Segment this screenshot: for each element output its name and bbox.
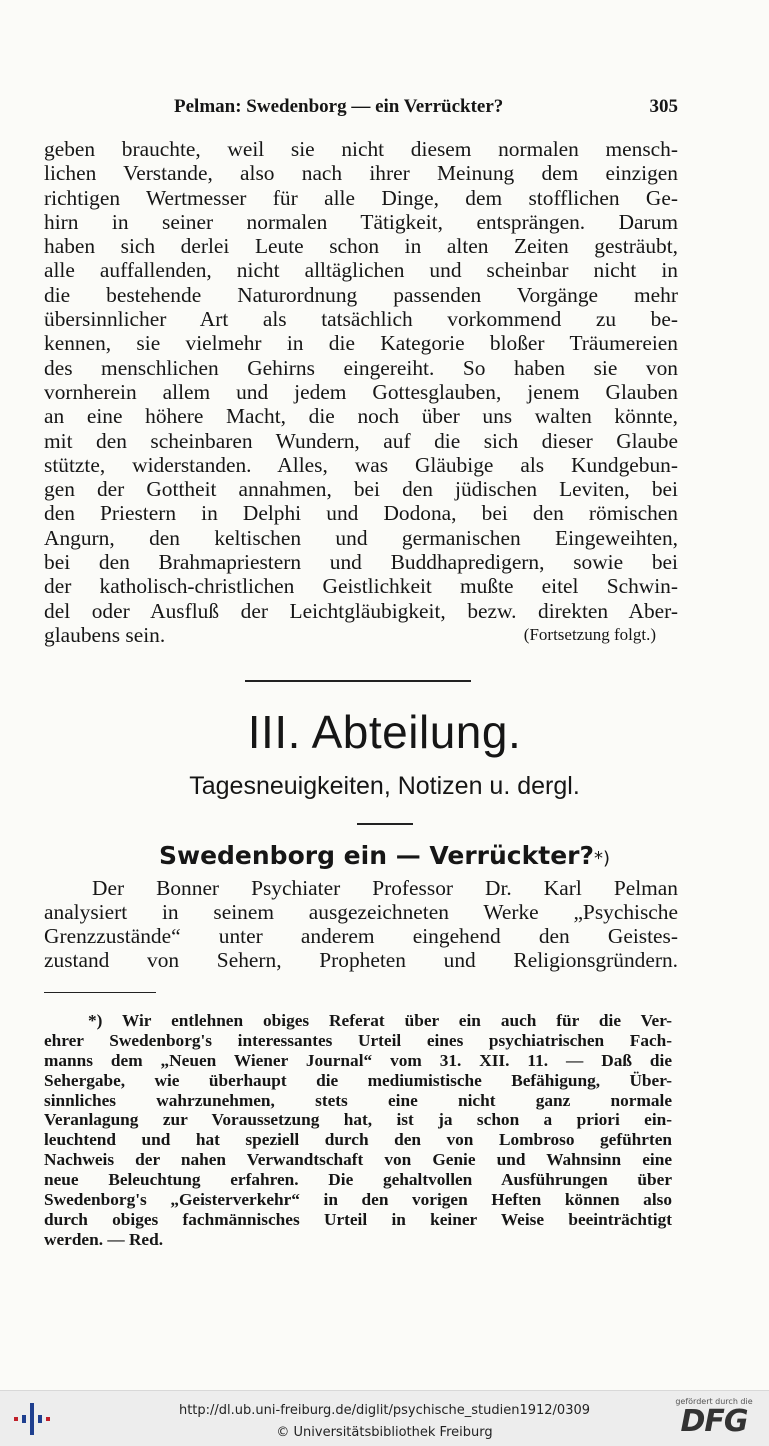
text-line: Angurn, den keltischen und germanischen Eingeweihten, [44,525,678,550]
text-line: bei den Brahmapriestern und Buddhapredigern, sowie bei [44,550,678,575]
text-line: der katholisch-christlichen Geistlichkeit mußte eitel Schwin- [44,574,678,599]
text-line: richtigen Wertmesser für alle Dinge, dem stofflichen Ge- [44,185,678,210]
text-line: analysiert in seinem ausgezeichneten Werke „Psychische [44,900,678,924]
running-header [44,96,678,124]
article-intro [44,876,678,972]
text-line: geben brauchte, weil sie nicht diesem normalen mensch- [44,137,678,161]
text-line: alle auffallenden, nicht alltäglichen und scheinbar nicht in [44,258,678,283]
text-line: zustand von Sehern, Propheten und Religionsgründern. [44,948,678,972]
text-line: haben sich derlei Leute schon in alten Zeiten gesträubt, [44,234,678,259]
text-line: Der Bonner Psychiater Professor Dr. Karl Pelman [92,876,678,900]
section-subtitle: Tagesneuigkeiten, Notizen u. dergl. [189,772,580,800]
text-line: den Priestern in Delphi und Dodona, bei den römischen [44,501,678,526]
text-line: del oder Ausfluß der Leichtgläubigkeit, bezw. direkten Aber- [44,598,678,623]
source-url-link[interactable]: http://dl.ub.uni-freiburg.de/diglit/psychische_studien1912/0309 [178,1403,591,1418]
page-number: 305 [649,96,678,117]
footnote [44,1011,672,1250]
text-line: des menschlichen Gehirns eingereiht. So haben sie von [44,355,678,380]
footnote-marker: *) [593,848,611,869]
footnote-line: Swedenborg's „Geisterverkehr“ in den vorigen Heften können also [44,1190,672,1210]
footnote-line: Nachweis der nahen Verwandtschaft von Genie und Wahnsinn eine [44,1150,672,1170]
text-line: vornherein allem und jedem Gottesglauben, jenem Glauben [44,379,678,404]
footnote-line: *) Wir entlehnen obiges Referat über ein auch für die Ver- [88,1011,672,1030]
article-title-text: Swedenborg ein — Verrückter? [158,841,594,870]
text-line: an eine höhere Macht, die noch über uns walten könnte, [44,404,678,429]
ub-freiburg-logo-icon [12,1401,52,1437]
copyright-notice: © Universitätsbibliothek Freiburg [276,1425,493,1440]
footnote-line: Veranlagung zur Voraussetzung hat, ist ja schon a priori ein- [44,1110,672,1130]
text-line: mit den scheinbaren Wundern, auf die sich dieser Glaube [44,428,678,453]
text-line-content: glaubens sein. [44,622,166,647]
text-line: die bestehende Naturordnung passenden Vorgänge mehr [44,282,678,307]
text-line: stützte, widerstanden. Alles, was Gläubige als Kundgebun- [44,452,678,477]
text-line: lichen Verstande, also nach ihrer Meinung dem einzigen [44,161,678,186]
footnote-line: manns dem „Neuen Wiener Journal“ vom 31. XII. 11. — Daß die [44,1050,672,1070]
footnote-rule [44,992,156,993]
text-line: übersinnlicher Art als tatsächlich vorkommend zu be- [44,307,678,332]
sponsor-caption: gefördert durch die [675,1397,753,1406]
continuation-note: (Fortsetzung folgt.) [523,624,656,644]
text-line-last [44,623,678,647]
footnote-line: sinnliches wahrzunehmen, stets eine nicht ganz normale [44,1090,672,1110]
footnote-line: leuchtend und hat speziell durch den von Lombroso geführten [44,1130,672,1150]
running-title: Pelman: Swedenborg — ein Verrückter? [174,96,504,117]
dfg-sponsor-logo [669,1397,759,1438]
footnote-line: ehrer Swedenborg's interessantes Urteil eines psychiatrischen Fach- [44,1030,672,1050]
section-divider [245,680,471,682]
text-line: kennen, sie vielmehr in die Kategorie bloßer Träumereien [44,331,678,356]
footnote-line: neue Beleuchtung erfahren. Die gehaltvollen Ausführungen über [44,1170,672,1190]
section-title: III. Abteilung. [247,706,522,758]
continued-paragraph [44,137,678,647]
article-title [0,839,769,876]
footnote-line: werden. — Red. [44,1229,164,1249]
title-divider [357,823,413,825]
text-line: hirn in seiner normalen Tätigkeit, entsprängen. Darum [44,209,678,234]
text-line: Grenzzustände“ unter anderem eingehend den Geistes- [44,924,678,948]
footnote-line: Sehergabe, wie überhaupt die mediumistische Befähigung, Über- [44,1070,672,1090]
dfg-logo-text: DFG [680,1404,748,1439]
footnote-line: durch obiges fachmännisches Urteil in keiner Weise beeinträchtigt [44,1209,672,1229]
text-line: gen der Gottheit annahmen, bei den jüdischen Leviten, bei [44,477,678,502]
viewer-footer [0,1390,769,1446]
